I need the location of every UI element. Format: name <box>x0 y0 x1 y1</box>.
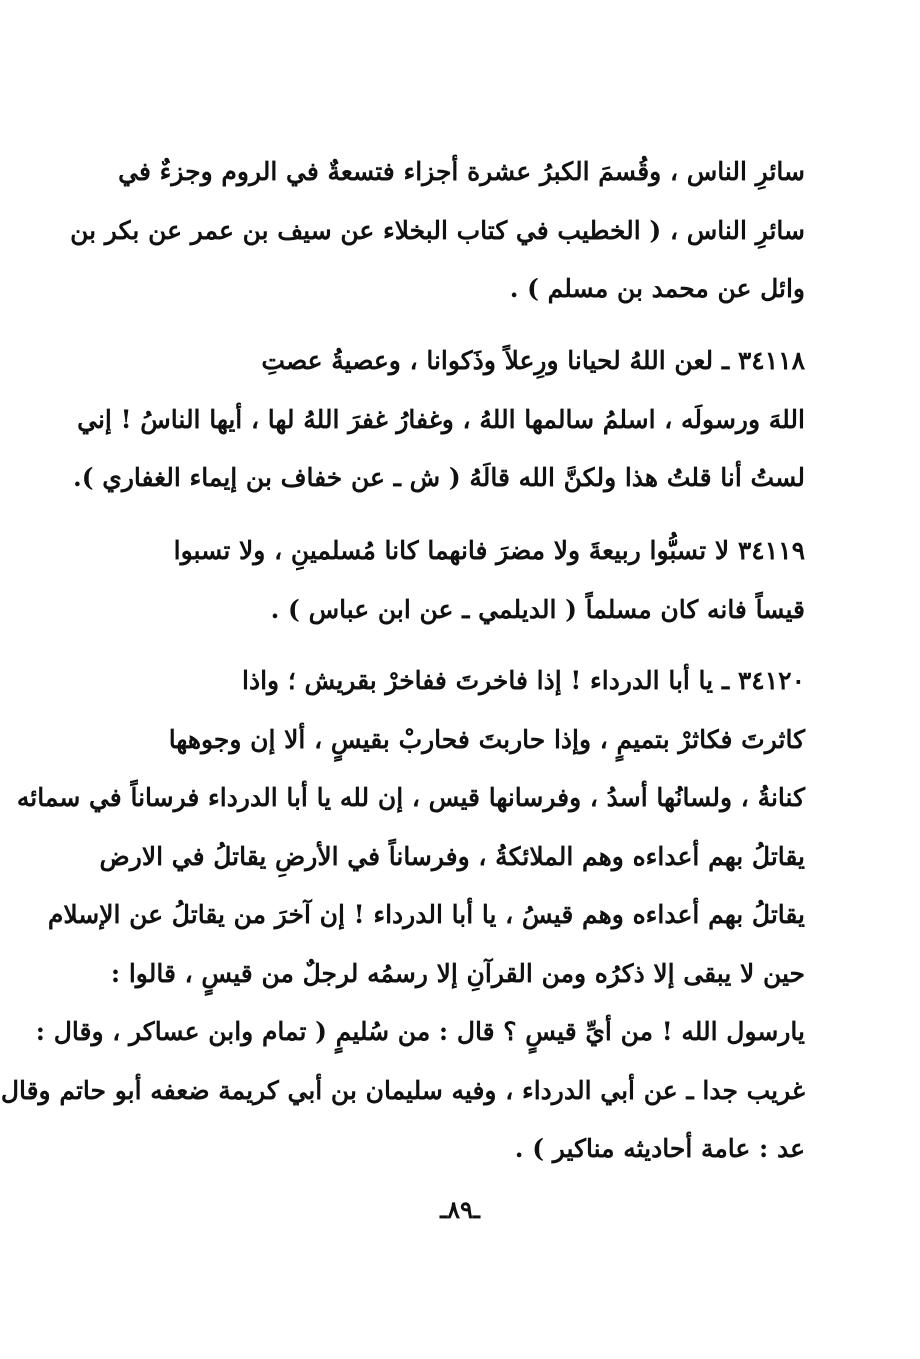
text-line: كنانةُ ، ولسانُها أسدُ ، وفرسانها قيس ، إن لله يا أبا الدرداء فرساناً في سمائه <box>16 783 805 812</box>
text-line: ٣٤١١٩ لا تسبُّوا ربيعةَ ولا مضرَ فانهما كانا مُسلمينِ ، ولا تسبوا <box>173 536 805 565</box>
text-line: يارسول الله ! من أيِّ قيسٍ ؟ قال : من سُليمٍ ( تمام وابن عساكر ، وقال : <box>35 1017 805 1046</box>
page-number: ـ٨٩ـ <box>440 1195 480 1224</box>
text-line: وائل عن محمد بن مسلم ) . <box>509 274 805 303</box>
text-line: عد : عامة أحاديثه مناكير ) . <box>514 1134 805 1163</box>
text-line: قيساً فانه كان مسلماً ( الديلمي ـ عن ابن عباس ) . <box>270 594 805 624</box>
hadith-34118 <box>73 332 805 508</box>
text-line: حين لا يبقى إلا ذكرُه ومن القرآنِ إلا رسمُه لرجلٌ من قيسٍ ، قالوا : <box>110 958 805 988</box>
text-line: غريب جدا ـ عن أبي الدرداء ، وفيه سليمان بن أبي كريمة ضعفه أبو حاتم وقال <box>0 1075 805 1105</box>
text-line: اللهَ ورسولَه ، اسلمُ سالمها اللهُ ، وغفارُ غفرَ اللهُ لها ، أيها الناسُ ! إني <box>77 404 805 434</box>
hadith-34120 <box>0 652 805 1179</box>
text-line: سائرِ الناس ، وقُسمَ الكبرُ عشرة أجزاء فتسعةٌ في الروم وجزءٌ في <box>118 157 805 186</box>
text-line: لستُ أنا قلتُ هذا ولكنَّ الله قالَهُ ( ش ـ عن خفاف بن إيماء الغفاري ). <box>73 463 805 492</box>
text-line: يقاتلُ بهم أعداءه وهم قيسُ ، يا أبا الدرداء ! إن آخرَ من يقاتلُ عن الإسلام <box>47 900 805 929</box>
hadith-34119 <box>125 522 805 639</box>
paragraph-continuation <box>70 143 805 319</box>
text-line: يقاتلُ بهم أعداءه وهم الملائكةُ ، وفرساناً في الأرضِ يقاتلُ في الارض <box>99 841 805 871</box>
text-line: كاثرتَ فكاثرْ بتميمٍ ، وإذا حاربتَ فحاربْ بقيسٍ ، ألا إن وجوهها <box>168 724 805 754</box>
text-line: سائرِ الناس ، ( الخطيب في كتاب البخلاء عن سيف بن عمر عن بكر بن <box>70 215 805 245</box>
text-line: ٣٤١٢٠ ـ يا أبا الدرداء ! إذا فاخرتَ ففاخرْ بقريش ؛ واذا <box>242 666 805 695</box>
text-line: ٣٤١١٨ ـ لعن اللهُ لحيانا ورِعلاً وذَكوانا ، وعصيةُ عصتِ <box>261 346 805 375</box>
